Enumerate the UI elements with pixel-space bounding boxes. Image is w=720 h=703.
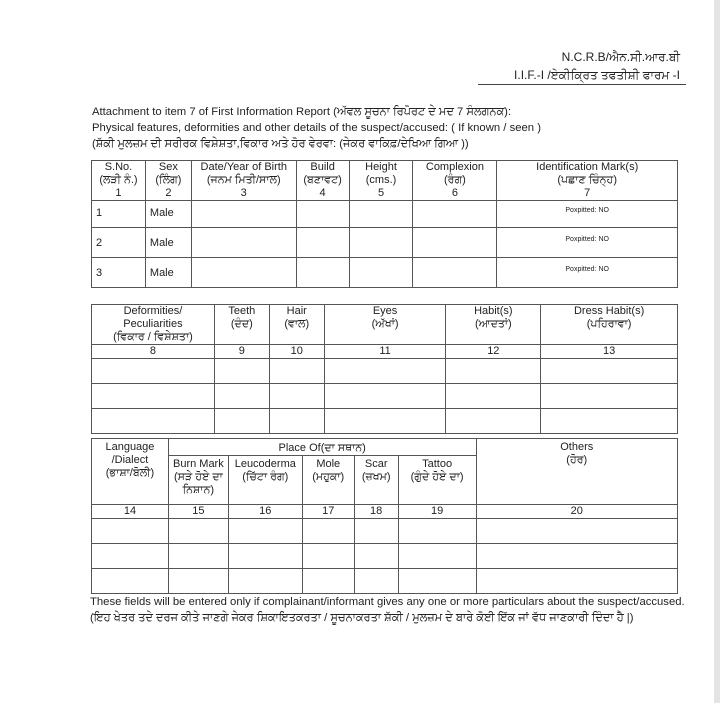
row-mark: Poxpitted: NO: [497, 258, 678, 288]
table-row: [92, 359, 678, 384]
table-row: [92, 258, 678, 288]
col-deformities: Deformities/ Peculiarities (ਵਿਕਾਰ / ਵਿਸ਼ੇਸ਼ਤਾ): [92, 305, 215, 345]
col-eyes: Eyes (ਅੱਖਾਂ): [324, 305, 446, 345]
col-tattoo: Tattoo (ਗੁੰਦੇ ਹੋਏ ਦਾ): [398, 456, 476, 505]
physical-features-table: [91, 160, 678, 288]
row-mark: Poxpitted: NO: [497, 201, 678, 228]
table-row: [92, 228, 678, 258]
table3-header-row: [92, 439, 678, 456]
col-habits: Habit(s) (ਆਦਤਾਂ): [446, 305, 541, 345]
col-teeth: Teeth (ਦੰਦ): [214, 305, 269, 345]
col-complexion: Complexion (ਰੰਗ) 6: [413, 161, 497, 201]
row-sno: 2: [92, 228, 146, 258]
col-sex: Sex (ਲਿੰਗ) 2: [145, 161, 191, 201]
table-row: [92, 519, 678, 544]
header-divider: [478, 84, 686, 85]
table-row: [92, 409, 678, 434]
row-sex: Male: [145, 228, 191, 258]
col-leucoderma: Leucoderma (ਚਿੱਟਾ ਰੰਗ): [228, 456, 302, 505]
col-place-of: Place Of(ਦਾ ਸਥਾਨ): [168, 439, 476, 456]
table-row: [92, 544, 678, 569]
table-row: [92, 384, 678, 409]
col-dob: Date/Year of Birth (ਜਨਮ ਮਿਤੀ/ਸਾਲ) 3: [191, 161, 296, 201]
page-edge: [714, 0, 720, 703]
table3-number-row: 14 15 16 17 18 19 20: [92, 505, 678, 519]
col-language: Language /Dialect (ਭਾਸ਼ਾ/ਬੋਲੀ): [92, 439, 169, 505]
row-mark: Poxpitted: NO: [497, 228, 678, 258]
intro-line-3: (ਸ਼ੱਕੀ ਮੁਲਜ਼ਮ ਦੀ ਸਰੀਰਕ ਵਿਸ਼ੇਸ਼ਤਾ,ਵਿਕਾਰ ਅਤੇ ਹੋਰ ਵੇਰਵਾ: (ਜੇਕਰ ਵਾਕਿਫ਼/ਦੇਖਿਆ ਗਿਆ )): [92, 138, 469, 150]
intro-line-2: Physical features, deformities and other details of the suspect/accused: ( If known / seen ): [92, 122, 541, 134]
col-mole: Mole (ਮਹੁਕਾ): [302, 456, 354, 505]
col-build: Build (ਬਣਾਵਟ) 4: [296, 161, 349, 201]
col-burn-mark: Burn Mark (ਸੜੇ ਹੋਏ ਦਾ ਨਿਸ਼ਾਨ): [168, 456, 228, 505]
col-height: Height (cms.) 5: [349, 161, 413, 201]
table2-number-row: 8 9 10 11 12 13: [92, 345, 678, 359]
identification-marks-table: [91, 438, 678, 594]
row-sno: 1: [92, 201, 146, 228]
col-dress-habits: Dress Habit(s) (ਪਹਿਰਾਵਾ): [541, 305, 678, 345]
row-sex: Male: [145, 201, 191, 228]
table-row: [92, 569, 678, 594]
col-hair: Hair (ਵਾਲ): [269, 305, 324, 345]
col-others: Others (ਹੋਰ): [476, 439, 678, 505]
intro-text: [92, 104, 702, 152]
col-sno: S.No. (ਲੜੀ ਨੰ.) 1: [92, 161, 146, 201]
table-row: [92, 201, 678, 228]
col-scar: Scar (ਜ਼ਖਮ): [354, 456, 398, 505]
header-ncrb: N.C.R.B/ਐਨ.ਸੀ.ਆਰ.ਬੀ: [561, 50, 680, 64]
intro-line-1: Attachment to item 7 of First Information Report (ਅੱਵਲ ਸੂਚਨਾ ਰਿਪੋਰਟ ਦੇ ਮਦ 7 ਸੰਲਗਨਕ):: [92, 106, 512, 118]
table1-header-row: [92, 161, 678, 201]
row-sex: Male: [145, 258, 191, 288]
header-form-id: I.I.F.-I /ਏਕੀਕ੍ਰਿਤ ਤਫਤੀਸ਼ੀ ਫਾਰਮ -I: [514, 68, 680, 82]
footer-note: These fields will be entered only if complainant/informant gives any one or more particulars about the suspect/accused. (ਇਹ ਖੇਤਰ ਤਦੇ ਦਰਜ ਕੀਤੇ ਜਾਣਗੇ ਜੇਕਰ ਸ਼ਿਕਾਇਤਕਰਤਾ / ਸੂਚਨਾਕਰਤਾ ਸ਼ੱਕੀ / ਮੁਲਜ਼ਮ ਦੇ ਬਾਰੇ ਕੋਈ ਇੱਕ ਜਾਂ ਵੱਧ ਜਾਣਕਾਰੀ ਦਿੰਦਾ ਹੈ |): [90, 596, 685, 624]
col-identification: Identification Mark(s) (ਪਛਾਣ ਚਿੰਨ੍ਹ) 7: [497, 161, 678, 201]
table2-header-row: [92, 305, 678, 345]
deformities-table: [91, 304, 678, 434]
row-sno: 3: [92, 258, 146, 288]
